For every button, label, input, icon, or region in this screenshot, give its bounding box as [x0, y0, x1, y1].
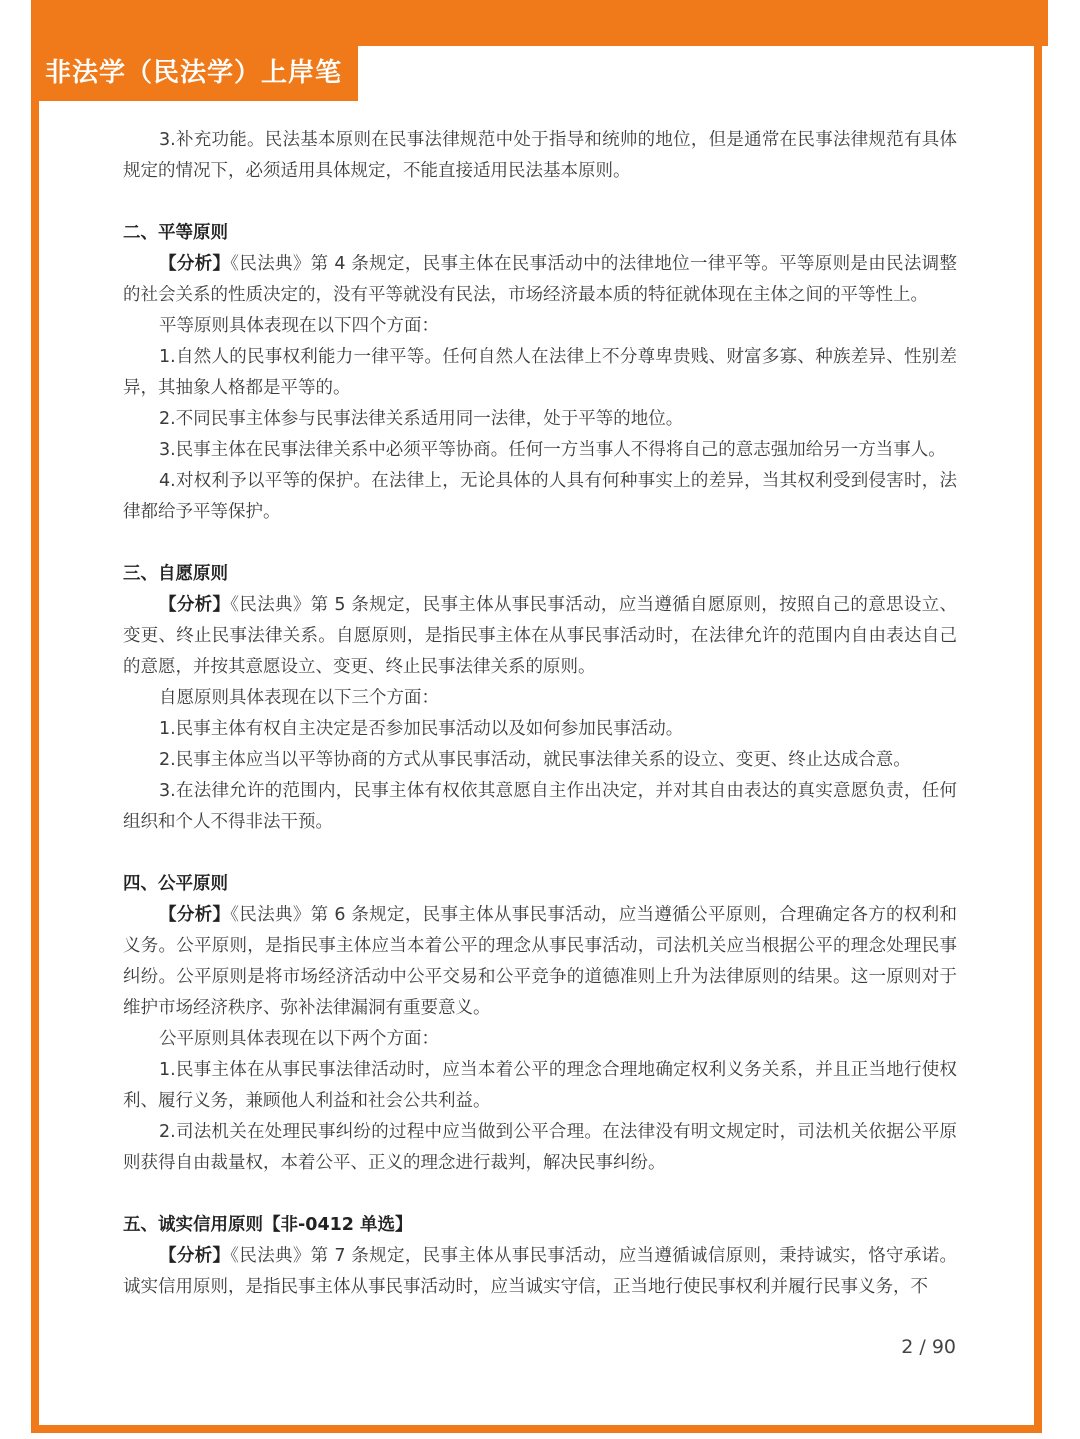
section-heading: 三、自愿原则	[123, 564, 228, 584]
paragraph: 自愿原则具体表现在以下三个方面：	[159, 688, 439, 708]
analysis-tag: 【分析】	[159, 595, 231, 615]
list-item: 4.对权利予以平等的保护。在法律上，无论具体的人具有何种事实上的差异，当其权利受到侵害时，法律都给予平等保护。	[123, 471, 957, 522]
analysis-paragraph	[123, 1241, 957, 1303]
section-heading: 二、平等原则	[123, 223, 228, 243]
page-title: 非法学（民法学）上岸笔记	[37, 46, 358, 101]
analysis-text: 《民法典》第 7 条规定，民事主体从事民事活动，应当遵循诚信原则，秉持诚实，恪守承诺。诚实信用原则，是指民事主体从事民事活动时，应当诚实守信，正当地行使民事权利并履行民事义务，不	[123, 1246, 958, 1297]
section-heading: 五、诚实信用原则【非-0412 单选】	[123, 1215, 413, 1235]
list-item: 2.司法机关在处理民事纠纷的过程中应当做到公平合理。在法律没有明文规定时，司法机关依据公平原则获得自由裁量权，本着公平、正义的理念进行裁判，解决民事纠纷。	[123, 1122, 957, 1173]
paragraph: 公平原则具体表现在以下两个方面：	[159, 1029, 439, 1049]
list-item: 1.民事主体有权自主决定是否参加民事活动以及如何参加民事活动。	[159, 719, 684, 739]
analysis-paragraph	[123, 900, 957, 1024]
paragraph: 平等原则具体表现在以下四个方面：	[159, 316, 439, 336]
analysis-tag: 【分析】	[159, 905, 231, 925]
analysis-tag: 【分析】	[159, 1246, 231, 1266]
list-item: 1.自然人的民事权利能力一律平等。任何自然人在法律上不分尊卑贵贱、财富多寡、种族差异、性别差异，其抽象人格都是平等的。	[123, 347, 957, 398]
page-number: 2 / 90	[901, 1336, 956, 1358]
list-item: 1.民事主体在从事民事法律活动时，应当本着公平的理念合理地确定权利义务关系，并且正当地行使权利、履行义务，兼顾他人利益和社会公共利益。	[123, 1060, 957, 1111]
analysis-text: 《民法典》第 6 条规定，民事主体从事民事活动，应当遵循公平原则，合理确定各方的权利和义务。公平原则，是指民事主体应当本着公平的理念从事民事活动，司法机关应当根据公平的理念处理民事纠纷。公平原则是将市场经济活动中公平交易和公平竞争的道德准则上升为法律原则的结果。这一原则对于维护市场经济秩序、弥补法律漏洞有重要意义。	[123, 905, 958, 1018]
section-heading: 四、公平原则	[123, 874, 228, 894]
analysis-paragraph	[123, 249, 957, 311]
analysis-text: 《民法典》第 4 条规定，民事主体在民事活动中的法律地位一律平等。平等原则是由民法调整的社会关系的性质决定的，没有平等就没有民法，市场经济最本质的特征就体现在主体之间的平等性上。	[123, 254, 958, 305]
list-item: 3.在法律允许的范围内，民事主体有权依其意愿自主作出决定，并对其自由表达的真实意愿负责，任何组织和个人不得非法干预。	[123, 781, 957, 832]
analysis-tag: 【分析】	[159, 254, 231, 274]
list-item: 2.民事主体应当以平等协商的方式从事民事活动，就民事法律关系的设立、变更、终止达成合意。	[159, 750, 911, 770]
document-body	[123, 125, 957, 1303]
list-item: 3.民事主体在民事法律关系中必须平等协商。任何一方当事人不得将自己的意志强加给另一方当事人。	[159, 440, 946, 460]
analysis-paragraph	[123, 590, 957, 683]
paragraph: 3.补充功能。民法基本原则在民事法律规范中处于指导和统帅的地位，但是通常在民事法律规范有具体规定的情况下，必须适用具体规定，不能直接适用民法基本原则。	[123, 130, 957, 181]
analysis-text: 《民法典》第 5 条规定，民事主体从事民事活动，应当遵循自愿原则，按照自己的意思设立、变更、终止民事法律关系。自愿原则，是指民事主体在从事民事活动时，在法律允许的范围内自由表达自己的意愿，并按其意愿设立、变更、终止民事法律关系的原则。	[123, 595, 958, 677]
list-item: 2.不同民事主体参与民事法律关系适用同一法律，处于平等的地位。	[159, 409, 684, 429]
